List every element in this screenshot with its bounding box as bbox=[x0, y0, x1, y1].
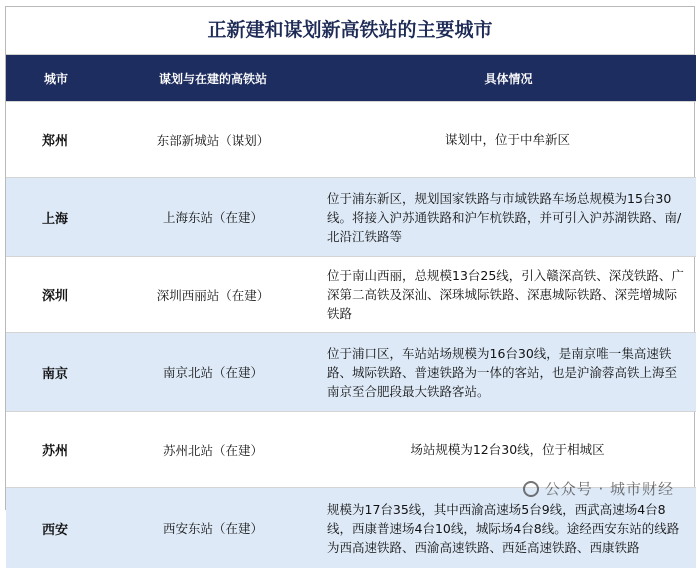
header-station: 谋划与在建的高铁站 bbox=[105, 55, 321, 102]
detail-cell: 位于浦东新区，规划国家铁路与市域铁路车场总规模为15台30线。将接入沪苏通铁路和沪乍杭铁路，并可引入沪苏湖铁路、南/北沿江铁路等 bbox=[321, 178, 696, 257]
detail-cell: 谋划中，位于中牟新区 bbox=[321, 102, 696, 178]
header-detail: 具体情况 bbox=[321, 55, 696, 102]
table-row bbox=[6, 333, 696, 412]
city-cell: 西安 bbox=[6, 488, 105, 568]
header-city: 城市 bbox=[6, 55, 105, 102]
city-cell: 南京 bbox=[6, 333, 105, 412]
detail-cell: 位于南山西丽，总规模13台25线，引入赣深高铁、深茂铁路、广深第二高铁及深汕、深珠城际铁路、深惠城际铁路、深莞增城际铁路 bbox=[321, 257, 696, 333]
detail-cell: 场站规模为12台30线，位于相城区 bbox=[321, 412, 696, 488]
page-title: 正新建和谋划新高铁站的主要城市 bbox=[6, 7, 694, 55]
table-header-row bbox=[6, 55, 696, 102]
station-cell: 上海东站（在建） bbox=[105, 178, 321, 257]
station-cell: 西安东站（在建） bbox=[105, 488, 321, 568]
table-row bbox=[6, 257, 696, 333]
detail-cell: 规模为17台35线，其中西渝高速场5台9线，西武高速场4台8线，西康普速场4台10线，城际场4台8线。途经西安东站的线路为西高速铁路、西渝高速铁路、西延高速铁路、西康铁路 bbox=[321, 488, 696, 568]
table-row bbox=[6, 102, 696, 178]
city-cell: 上海 bbox=[6, 178, 105, 257]
watermark-text: 公众号 · 城市财经 bbox=[545, 480, 674, 498]
city-cell: 深圳 bbox=[6, 257, 105, 333]
table-row bbox=[6, 412, 696, 488]
wechat-icon bbox=[523, 481, 539, 497]
city-cell: 苏州 bbox=[6, 412, 105, 488]
station-cell: 深圳西丽站（在建） bbox=[105, 257, 321, 333]
table-card bbox=[5, 6, 695, 510]
detail-cell: 位于浦口区，车站站场规模为16台30线，是南京唯一集高速铁路、城际铁路、普速铁路为一体的客站，也是沪渝蓉高铁上海至南京至合肥段最大铁路客站。 bbox=[321, 333, 696, 412]
table-row bbox=[6, 488, 696, 568]
city-cell: 郑州 bbox=[6, 102, 105, 178]
station-cell: 南京北站（在建） bbox=[105, 333, 321, 412]
watermark bbox=[523, 478, 674, 499]
station-cell: 东部新城站（谋划） bbox=[105, 102, 321, 178]
table-row bbox=[6, 178, 696, 257]
station-cell: 苏州北站（在建） bbox=[105, 412, 321, 488]
